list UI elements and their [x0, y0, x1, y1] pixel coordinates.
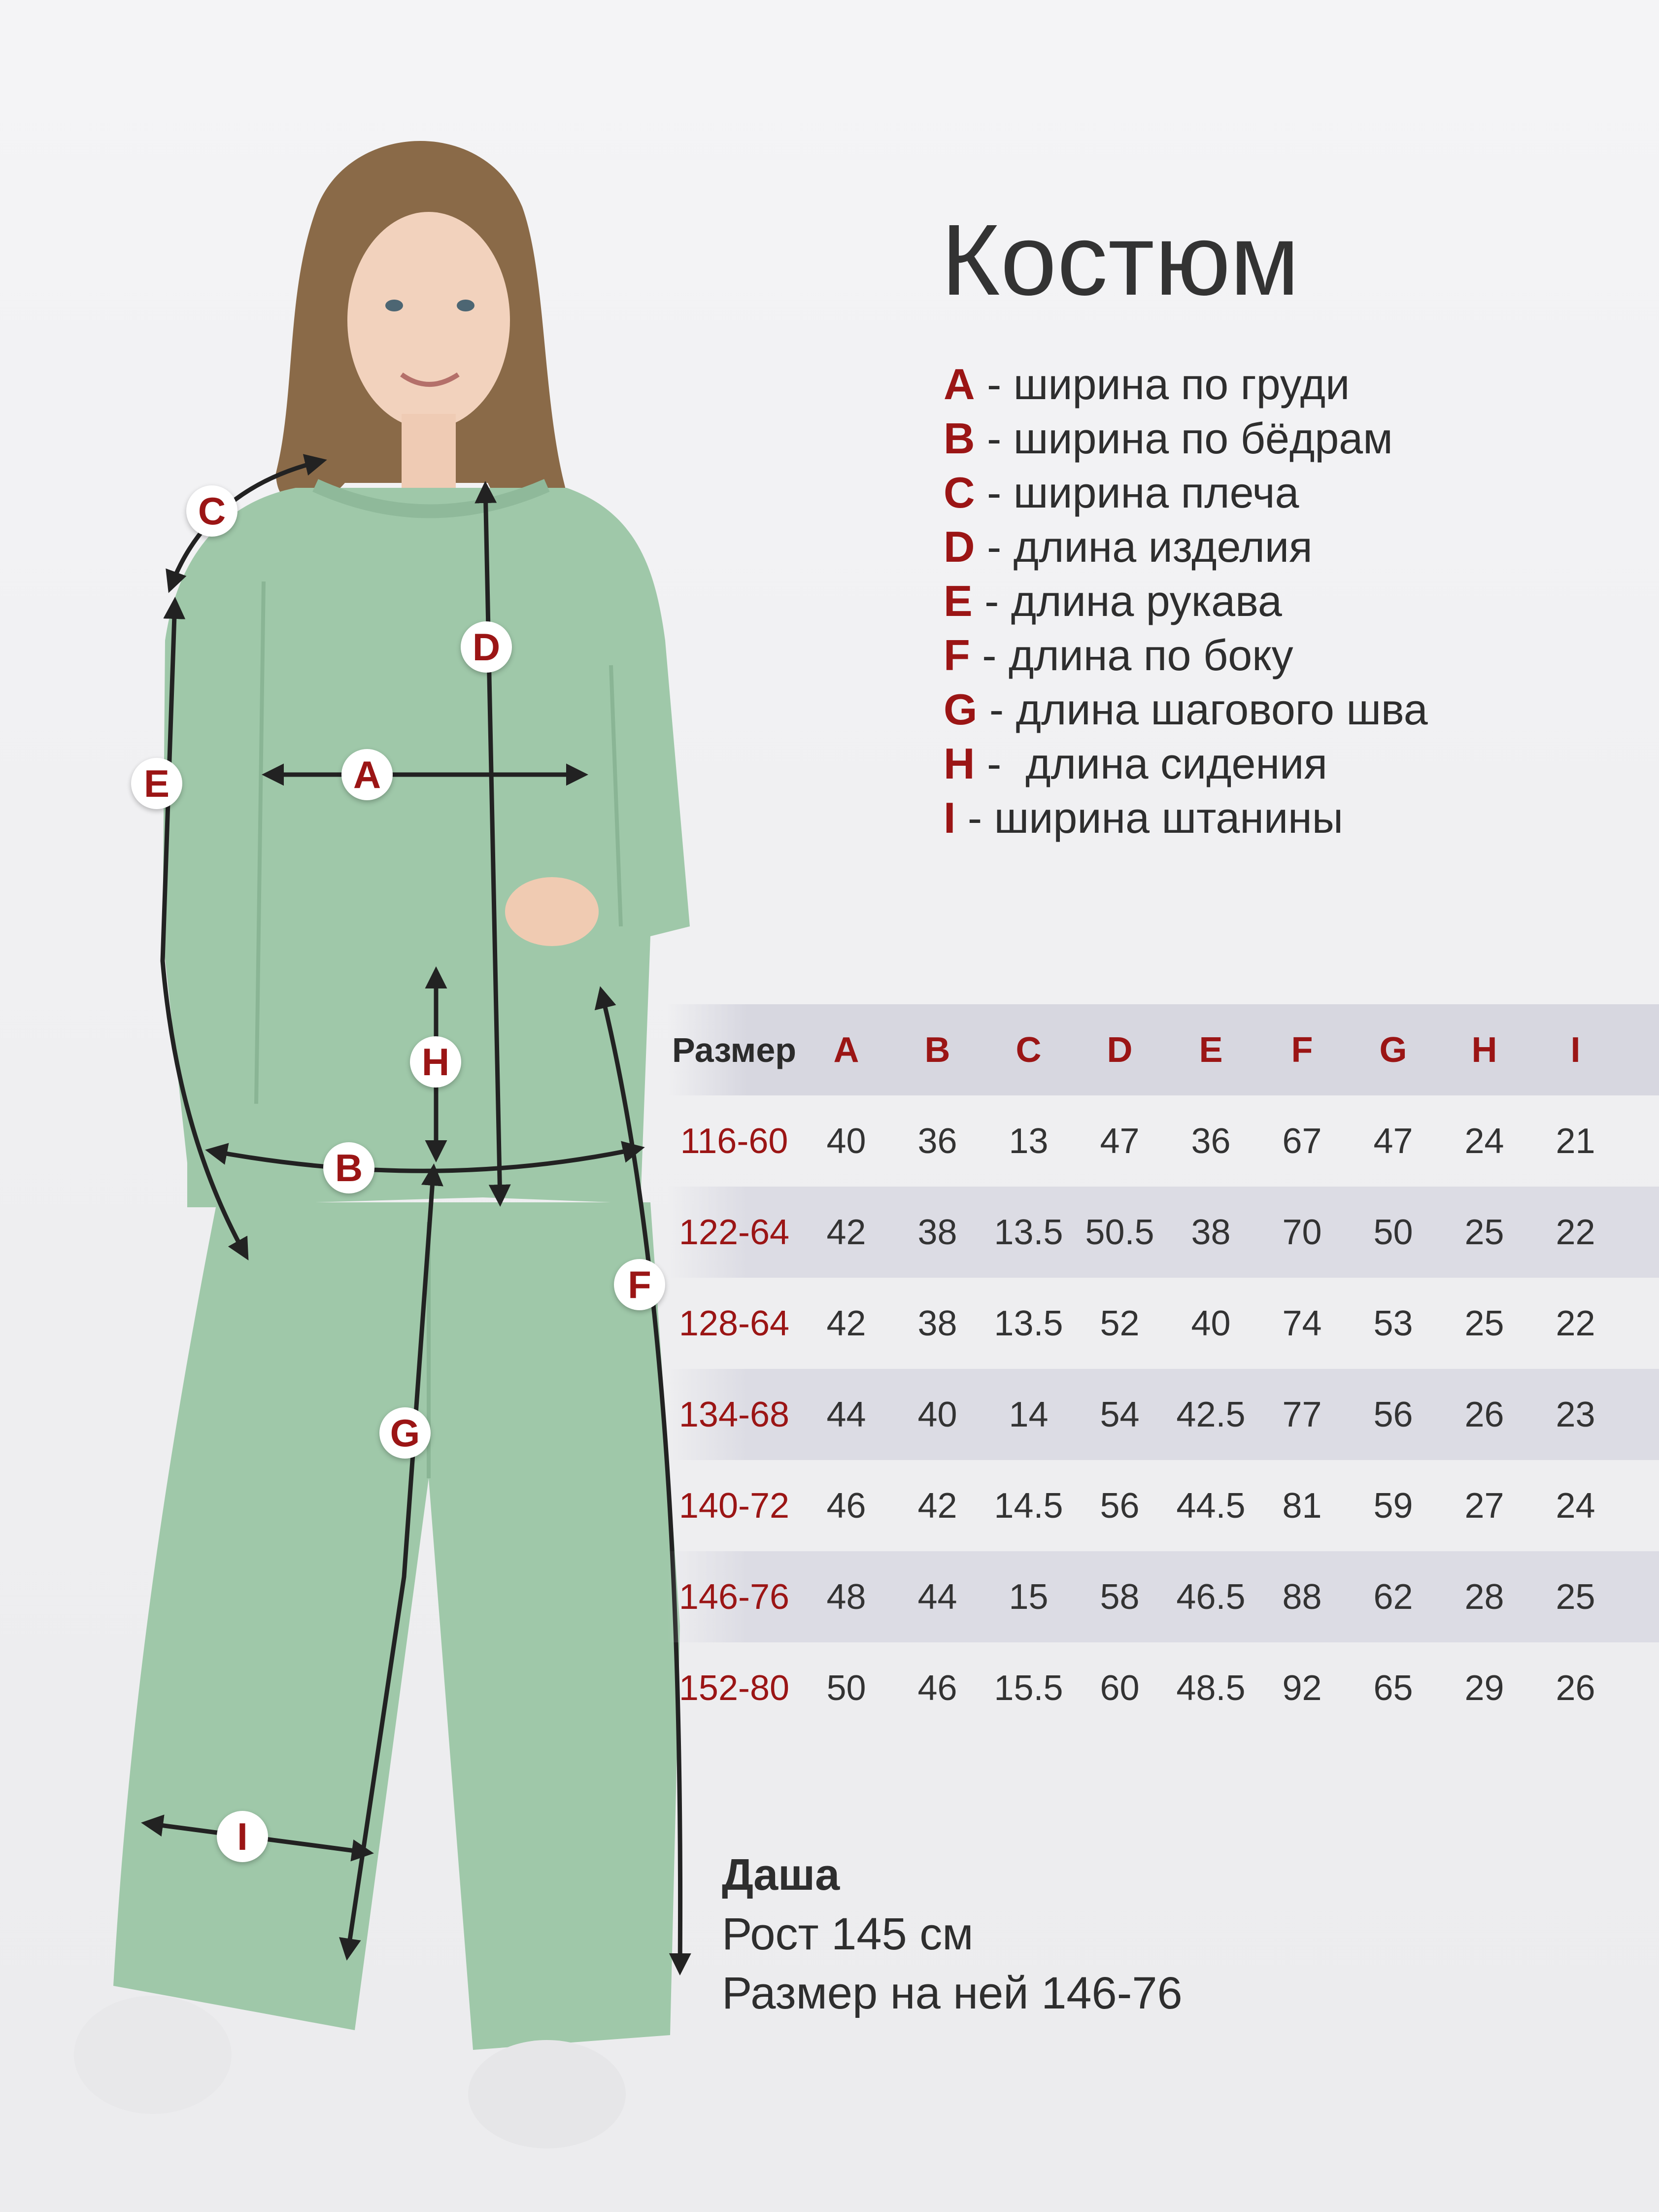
measure-cell: 22	[1556, 1303, 1595, 1343]
measure-cell: 47	[1373, 1121, 1413, 1161]
legend-item	[944, 411, 1428, 466]
model-name: Даша	[722, 1850, 840, 1900]
table-header-row	[668, 1004, 1659, 1095]
table-body	[668, 1095, 1659, 1734]
measure-cell: 46.5	[1176, 1577, 1246, 1617]
size-cell: 116-60	[680, 1121, 788, 1161]
header-a: A	[833, 1030, 859, 1070]
model-height: Рост 145 см	[722, 1909, 974, 1959]
measure-cell: 40	[1191, 1303, 1231, 1343]
legend-text: - ширина плеча	[975, 468, 1299, 517]
right-shoe	[468, 2040, 626, 2148]
measure-cell: 56	[1100, 1486, 1140, 1526]
measure-cell: 67	[1282, 1121, 1322, 1161]
header-c: C	[1016, 1030, 1042, 1070]
model-size: Размер на ней 146-76	[722, 1968, 1183, 2018]
header-i: I	[1570, 1030, 1581, 1070]
measure-cell: 50	[826, 1668, 866, 1708]
measure-cell: 42.5	[1176, 1395, 1246, 1434]
measure-cell: 21	[1556, 1121, 1595, 1161]
legend-item	[944, 628, 1428, 682]
marker-h: H	[410, 1036, 461, 1088]
measure-cell: 77	[1282, 1395, 1322, 1434]
measure-cell: 14.5	[994, 1486, 1063, 1526]
measure-cell: 54	[1100, 1395, 1140, 1434]
left-shoe	[74, 1996, 232, 2114]
measure-cell: 56	[1373, 1395, 1413, 1434]
table-row	[668, 1187, 1659, 1278]
measure-cell: 53	[1373, 1303, 1413, 1343]
marker-i: I	[217, 1811, 268, 1862]
measure-cell: 15.5	[994, 1668, 1063, 1708]
size-cell: 122-64	[678, 1212, 790, 1252]
size-table	[668, 1004, 1659, 1734]
measure-cell: 60	[1100, 1668, 1140, 1708]
marker-d: D	[461, 621, 512, 673]
table-row	[668, 1278, 1659, 1369]
measure-cell: 36	[1191, 1121, 1231, 1161]
header-f: F	[1291, 1030, 1313, 1070]
measure-cell: 42	[826, 1212, 866, 1252]
measure-cell: 46	[917, 1668, 957, 1708]
legend-letter: C	[944, 468, 975, 517]
measure-cell: 42	[917, 1486, 957, 1526]
header-d: D	[1107, 1030, 1133, 1070]
measure-cell: 48	[826, 1577, 866, 1617]
legend-letter: B	[944, 414, 975, 463]
model-info	[722, 1845, 1183, 2023]
measure-cell: 38	[917, 1303, 957, 1343]
measure-cell: 52	[1100, 1303, 1140, 1343]
size-cell: 140-72	[678, 1486, 790, 1526]
measure-cell: 70	[1282, 1212, 1322, 1252]
marker-a: A	[341, 749, 393, 800]
measure-cell: 14	[1009, 1395, 1049, 1434]
marker-b: B	[323, 1142, 374, 1193]
legend-item	[944, 574, 1428, 628]
measure-cell: 47	[1100, 1121, 1140, 1161]
legend-letter: A	[944, 360, 975, 408]
legend-item	[944, 682, 1428, 737]
measure-cell: 25	[1556, 1577, 1595, 1617]
table-row	[668, 1642, 1659, 1734]
measure-cell: 15	[1009, 1577, 1049, 1617]
measure-cell: 58	[1100, 1577, 1140, 1617]
measure-cell: 88	[1282, 1577, 1322, 1617]
measure-cell: 38	[917, 1212, 957, 1252]
measure-cell: 26	[1556, 1668, 1595, 1708]
measure-cell: 50	[1373, 1212, 1413, 1252]
legend-item	[944, 357, 1428, 411]
table-row	[668, 1369, 1659, 1460]
page-title: Костюм	[941, 204, 1300, 316]
header-e: E	[1199, 1030, 1223, 1070]
legend-letter: H	[944, 739, 975, 788]
measure-cell: 40	[826, 1121, 866, 1161]
measure-cell: 92	[1282, 1668, 1322, 1708]
legend-text: - ширина штанины	[955, 793, 1343, 842]
size-cell: 146-76	[678, 1577, 790, 1617]
legend-text: - длина изделия	[975, 522, 1313, 571]
measure-cell: 44	[917, 1577, 957, 1617]
header-h: H	[1471, 1030, 1497, 1070]
measure-cell: 42	[826, 1303, 866, 1343]
measure-cell: 26	[1464, 1395, 1504, 1434]
measure-cell: 28	[1464, 1577, 1504, 1617]
model-figure	[0, 0, 739, 2212]
measure-cell: 13	[1009, 1121, 1049, 1161]
size-cell: 128-64	[678, 1303, 790, 1343]
measure-cell: 13.5	[994, 1212, 1063, 1252]
legend-text: - длина рукава	[972, 577, 1282, 625]
sweatshirt	[163, 488, 690, 1207]
measure-cell: 40	[917, 1395, 957, 1434]
table-row	[668, 1460, 1659, 1551]
legend-letter: E	[944, 577, 973, 625]
measure-cell: 29	[1464, 1668, 1504, 1708]
face	[347, 212, 510, 429]
measure-cell: 24	[1556, 1486, 1595, 1526]
measure-cell: 48.5	[1176, 1668, 1246, 1708]
legend-text: - длина шагового шва	[977, 685, 1428, 734]
legend-text: - ширина по бёдрам	[975, 414, 1393, 463]
measure-cell: 25	[1464, 1212, 1504, 1252]
legend-text: - ширина по груди	[975, 360, 1350, 408]
legend-letter: G	[944, 685, 978, 734]
header-g: G	[1379, 1030, 1407, 1070]
legend-item	[944, 737, 1428, 791]
legend-item	[944, 466, 1428, 520]
legend-text: - длина сидения	[975, 739, 1327, 788]
measure-cell: 25	[1464, 1303, 1504, 1343]
marker-f: F	[614, 1259, 665, 1310]
header-b: B	[924, 1030, 950, 1070]
measure-cell: 27	[1464, 1486, 1504, 1526]
legend-text: - длина по боку	[970, 631, 1293, 680]
header-size: Размер	[672, 1030, 797, 1069]
model-illustration	[0, 0, 739, 2212]
measure-cell: 44.5	[1176, 1486, 1246, 1526]
legend-item	[944, 520, 1428, 574]
measure-cell: 65	[1373, 1668, 1413, 1708]
measure-cell: 44	[826, 1395, 866, 1434]
measure-cell: 81	[1282, 1486, 1322, 1526]
measure-cell: 24	[1464, 1121, 1504, 1161]
size-cell: 152-80	[678, 1668, 790, 1708]
measure-cell: 46	[826, 1486, 866, 1526]
measure-cell: 74	[1282, 1303, 1322, 1343]
table-row	[668, 1551, 1659, 1642]
marker-g: G	[379, 1407, 431, 1459]
measure-cell: 50.5	[1085, 1212, 1154, 1252]
legend-letter: D	[944, 522, 975, 571]
marker-e: E	[131, 758, 182, 809]
measure-cell: 13.5	[994, 1303, 1063, 1343]
legend-letter: F	[944, 631, 970, 680]
legend-item	[944, 791, 1428, 845]
measure-cell: 22	[1556, 1212, 1595, 1252]
measure-cell: 62	[1373, 1577, 1413, 1617]
marker-c: C	[186, 485, 237, 537]
measure-cell: 36	[917, 1121, 957, 1161]
table-row	[668, 1095, 1659, 1187]
measurement-legend	[944, 357, 1428, 845]
measure-cell: 59	[1373, 1486, 1413, 1526]
legend-letter: I	[944, 793, 956, 842]
measure-cell: 23	[1556, 1395, 1595, 1434]
size-cell: 134-68	[678, 1395, 790, 1434]
measure-cell: 38	[1191, 1212, 1231, 1252]
